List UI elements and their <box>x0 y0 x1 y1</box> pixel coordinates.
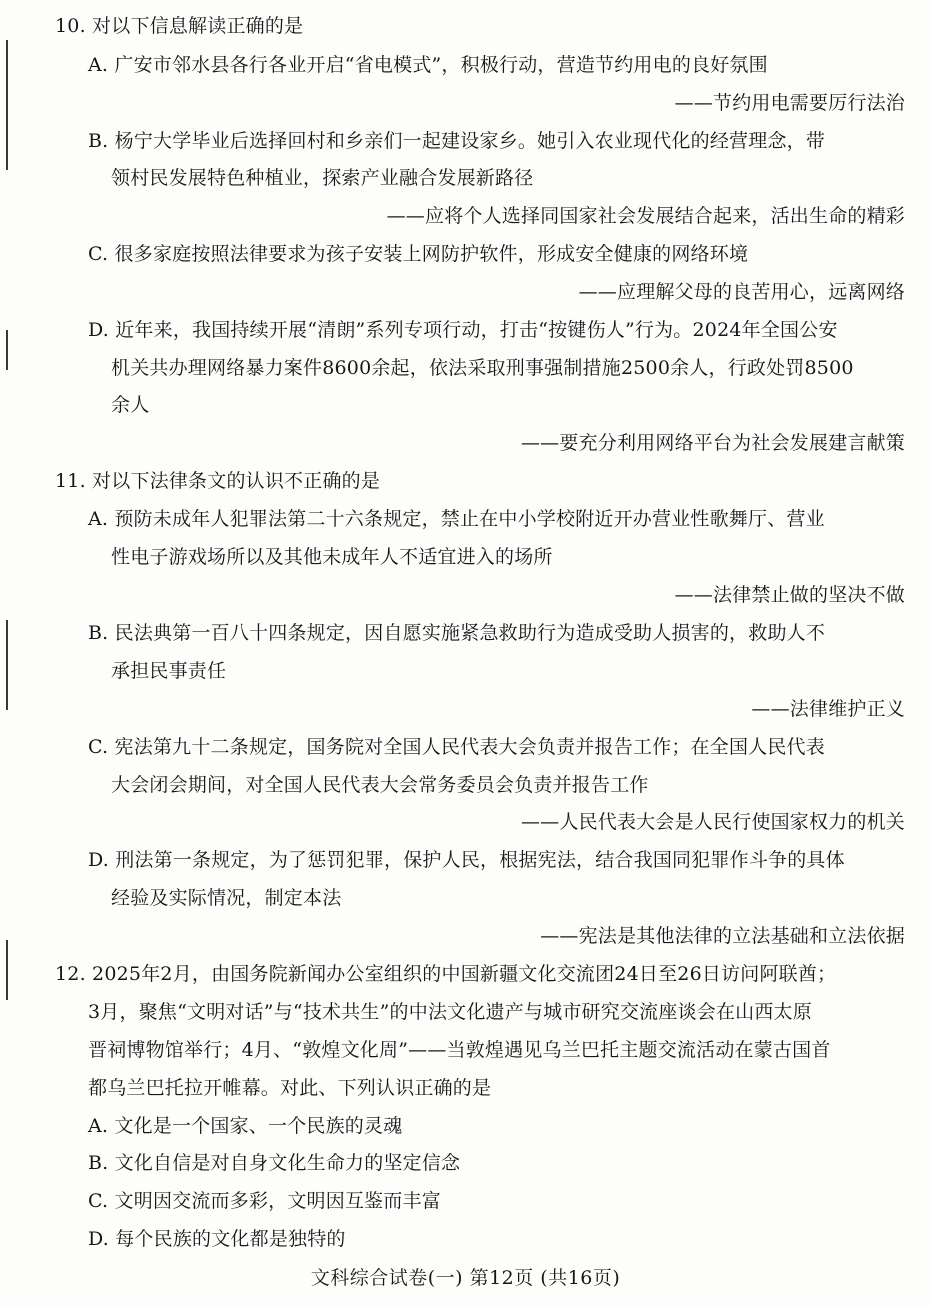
q10-option-b: B. 杨宁大学毕业后选择回村和乡亲们一起建设家乡。她引入农业现代化的经营理念，带 <box>88 130 826 152</box>
q10-option-a-note: ——节约用电需要厉行法治 <box>674 92 905 114</box>
q12-stem-cont: 3月，聚焦“文明对话”与“技术共生”的中法文化遗产与城市研究交流座谈会在山西太原 <box>88 1001 812 1023</box>
q11-option-d: D. 刑法第一条规定，为了惩罚犯罪，保护人民，根据宪法，结合我国同犯罪作斗争的具体 <box>88 849 845 871</box>
q10-option-d-cont: 机关共办理网络暴力案件8600余起，依法采取刑事强制措施2500余人，行政处罚8500 <box>111 357 854 379</box>
binding-mark <box>6 620 8 710</box>
q10-option-b-note: ——应将个人选择同国家社会发展结合起来，活出生命的精彩 <box>386 205 905 227</box>
q10-stem: 10. 对以下信息解读正确的是 <box>55 15 304 37</box>
q11-option-d-note: ——宪法是其他法律的立法基础和立法依据 <box>540 925 905 947</box>
q10-option-c-note: ——应理解父母的良苦用心，远离网络 <box>578 281 905 303</box>
q11-option-b: B. 民法典第一百八十四条规定，因自愿实施紧急救助行为造成受助人损害的，救助人不 <box>88 622 826 644</box>
q11-option-b-note: ——法律维护正义 <box>751 698 905 720</box>
page-footer: 文科综合试卷(一) 第12页 (共16页) <box>310 1267 621 1289</box>
q11-stem: 11. 对以下法律条文的认识不正确的是 <box>55 470 381 492</box>
q11-option-a-note: ——法律禁止做的坚决不做 <box>674 584 905 606</box>
q12-stem: 12. 2025年2月，由国务院新闻办公室组织的中国新疆文化交流团24日至26日访问阿联酋； <box>55 963 837 985</box>
q11-option-c: C. 宪法第九十二条规定，国务院对全国人民代表大会负责并报告工作；在全国人民代表 <box>88 736 825 758</box>
q11-option-a-cont: 性电子游戏场所以及其他未成年人不适宜进入的场所 <box>111 546 553 568</box>
q11-option-c-note: ——人民代表大会是人民行使国家权力的机关 <box>520 811 905 833</box>
q10-option-d-cont2: 余人 <box>111 394 150 416</box>
binding-mark <box>6 940 8 1000</box>
q10-option-c: C. 很多家庭按照法律要求为孩子安装上网防护软件，形成安全健康的网络环境 <box>88 243 749 265</box>
binding-mark <box>6 40 8 170</box>
q11-option-a: A. 预防未成年人犯罪法第二十六条规定，禁止在中小学校附近开办营业性歌舞厅、营业 <box>88 508 825 530</box>
q10-option-d-note: ——要充分利用网络平台为社会发展建言献策 <box>520 432 905 454</box>
q10-option-a: A. 广安市邻水县各行各业开启“省电模式”，积极行动，营造节约用电的良好氛围 <box>88 54 768 76</box>
q12-option-d: D. 每个民族的文化都是独特的 <box>88 1228 346 1250</box>
q11-option-d-cont: 经验及实际情况，制定本法 <box>111 887 342 909</box>
q12-option-b: B. 文化自信是对自身文化生命力的坚定信念 <box>88 1152 461 1174</box>
q11-option-c-cont: 大会闭会期间，对全国人民代表大会常务委员会负责并报告工作 <box>111 774 649 796</box>
q12-option-c: C. 文明因交流而多彩，文明因互鉴而丰富 <box>88 1190 441 1212</box>
q12-option-a: A. 文化是一个国家、一个民族的灵魂 <box>88 1115 403 1137</box>
q10-option-b-cont: 领村民发展特色种植业，探索产业融合发展新路径 <box>111 167 534 189</box>
q10-option-d: D. 近年来，我国持续开展“清朗”系列专项行动，打击“按键伤人”行为。2024年全国公安 <box>88 319 838 341</box>
binding-mark <box>6 330 8 370</box>
q12-stem-cont2: 晋祠博物馆举行；4月、“敦煌文化周”——当敦煌遇见乌兰巴托主题交流活动在蒙古国首 <box>88 1039 831 1061</box>
q12-stem-cont3: 都乌兰巴托拉开帷幕。对此、下列认识正确的是 <box>88 1077 492 1099</box>
q11-option-b-cont: 承担民事责任 <box>111 660 227 682</box>
